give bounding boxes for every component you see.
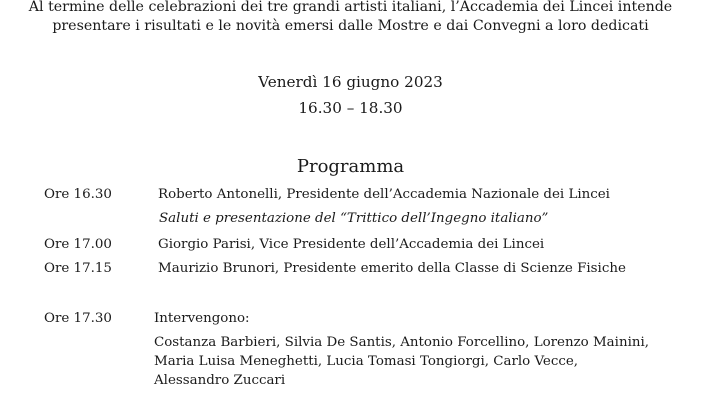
program-entry-4-label: Intervengono:: [154, 311, 250, 326]
intro-line-1: Al termine delle celebrazioni dei tre grandi artisti italiani, l’Accademia dei Lincei intende: [28, 0, 673, 15]
program-entry-1: Roberto Antonelli, Presidente dell’Accademia Nazionale dei Lincei: [158, 187, 610, 202]
intro-line-2: presentare i risultati e le novità emersi dalle Mostre e dai Convegni a loro dedicati: [52, 18, 649, 34]
program-time-3: Ore 17.15: [44, 261, 112, 276]
event-date: Venerdì 16 giugno 2023: [258, 73, 443, 91]
program-entry-2: Giorgio Parisi, Vice Presidente dell’Accademia dei Lincei: [158, 237, 545, 252]
program-time-1: Ore 16.30: [44, 187, 112, 202]
program-entry-3: Maurizio Brunori, Presidente emerito della Classe di Scienze Fisiche: [158, 261, 626, 276]
event-time: 16.30 – 18.30: [298, 99, 403, 117]
program-speakers-list: Costanza Barbieri, Silvia De Santis, Antonio Forcellino, Lorenzo Mainini, Maria Luisa Meneghetti, Lucia Tomasi Tongiorgi, Carlo Vecce, Alessandro Zuccari: [154, 335, 650, 388]
programma-title: Programma: [296, 156, 405, 177]
program-entry-1-subtitle: Saluti e presentazione del “Trittico dell’Ingegno italiano”: [159, 211, 549, 226]
program-time-2: Ore 17.00: [44, 237, 112, 252]
program-time-4: Ore 17.30: [44, 311, 112, 326]
